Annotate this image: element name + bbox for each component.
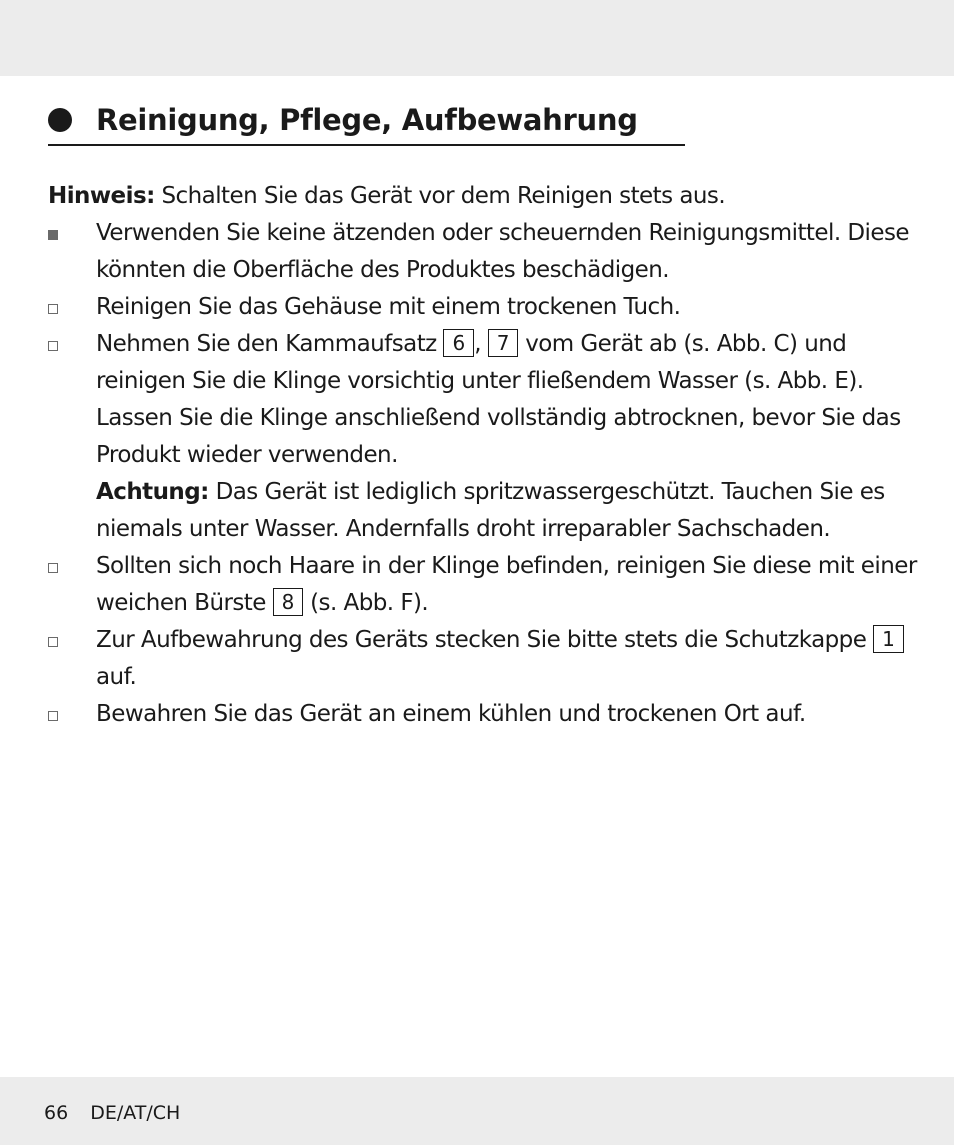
- page-footer: [44, 1101, 180, 1125]
- section-title: Reinigung, Pflege, Aufbewahrung: [96, 103, 638, 137]
- list-item: [48, 548, 918, 622]
- list-item-text: Reinigen Sie das Gehäuse mit einem trockenen Tuch.: [96, 294, 681, 320]
- list-item: [48, 215, 918, 289]
- hollow-square-bullet-icon: [48, 637, 58, 647]
- list-item-text: auf.: [96, 664, 137, 690]
- list-item-text: vom Gerät ab (s. Abb. C) und reinigen Sie die Klinge vorsichtig unter fließendem Wasser (s. Abb. E). Lassen Sie die Klinge anschließend vollständig abtrocknen, bevor Sie das Produkt wieder verwenden.: [96, 331, 901, 468]
- list-item-text: Nehmen Sie den Kammaufsatz: [96, 331, 444, 357]
- hint-label: Hinweis:: [48, 183, 155, 209]
- part-reference-box: 1: [873, 625, 904, 653]
- region-label: DE/AT/CH: [90, 1102, 181, 1124]
- list-item-text: Verwenden Sie keine ätzenden oder scheuernden Reinigungsmittel. Diese könnten die Oberfläche des Produktes beschädigen.: [96, 220, 909, 283]
- hollow-square-bullet-icon: [48, 711, 58, 721]
- caution-text: Das Gerät ist lediglich spritzwassergeschützt. Tauchen Sie es niemals unter Wasser. Andernfalls droht irreparabler Sachschaden.: [96, 479, 885, 542]
- hollow-square-bullet-icon: [48, 341, 58, 351]
- list-item: [48, 326, 918, 474]
- hollow-square-bullet-icon: [48, 304, 58, 314]
- part-reference-box: 8: [273, 588, 304, 616]
- top-band: [0, 0, 954, 76]
- list-item: [48, 289, 918, 326]
- list-item: [48, 622, 918, 696]
- caution-note: [48, 474, 918, 548]
- part-reference-box: 7: [488, 329, 519, 357]
- hollow-square-bullet-icon: [48, 563, 58, 573]
- part-reference-box: 6: [443, 329, 474, 357]
- section-content: [48, 178, 918, 733]
- list-item-text: Zur Aufbewahrung des Geräts stecken Sie bitte stets die Schutzkappe: [96, 627, 874, 653]
- section-heading: [48, 100, 685, 146]
- list-item-text: Sollten sich noch Haare in der Klinge befinden, reinigen Sie diese mit einer weichen Bürste: [96, 553, 917, 616]
- hint-text: Schalten Sie das Gerät vor dem Reinigen stets aus.: [154, 183, 726, 209]
- list-item: [48, 696, 918, 733]
- heading-bullet-dot: [48, 108, 72, 132]
- hint-paragraph: [48, 178, 918, 215]
- list-item-text: (s. Abb. F).: [303, 590, 429, 616]
- list-item-text: Bewahren Sie das Gerät an einem kühlen und trockenen Ort auf.: [96, 701, 806, 727]
- caution-label: Achtung:: [96, 479, 209, 505]
- filled-square-bullet-icon: [48, 230, 58, 240]
- page-number: 66: [44, 1102, 69, 1124]
- list-item-separator: ,: [474, 331, 488, 357]
